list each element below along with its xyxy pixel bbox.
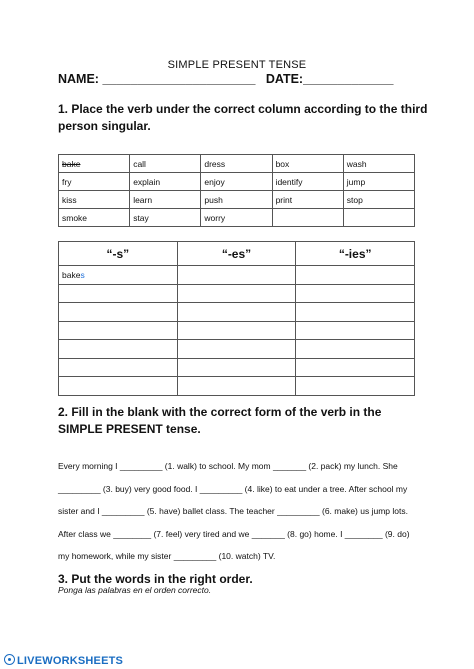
section-1-heading: 1. Place the verb under the correct column according to the third person singular. — [58, 102, 428, 133]
verb-cell: box — [272, 155, 343, 173]
answer-cell[interactable] — [296, 284, 415, 303]
verb-cell: fry — [59, 173, 130, 191]
verb-cell: wash — [343, 155, 414, 173]
verb-cell: smoke — [59, 209, 130, 227]
table-row — [59, 173, 415, 191]
date-label: DATE: — [265, 72, 304, 86]
section-3-heading: 3. Put the words in the right order. — [58, 572, 253, 586]
answer-cell[interactable] — [177, 303, 296, 322]
sorting-table — [58, 241, 415, 396]
name-label: NAME: — [58, 72, 99, 86]
answer-cell[interactable] — [59, 321, 178, 340]
answer-cell[interactable] — [296, 266, 415, 285]
table-row — [59, 284, 415, 303]
column-header-ies: “-ies” — [296, 242, 415, 266]
table-row — [59, 191, 415, 209]
section-3-subtitle: Ponga las palabras en el orden correcto. — [58, 585, 212, 595]
answer-cell[interactable] — [296, 340, 415, 359]
verb-cell — [343, 209, 414, 227]
answer-cell[interactable] — [296, 303, 415, 322]
name-date-row — [58, 72, 393, 86]
table-row — [59, 209, 415, 227]
verb-cell: explain — [130, 173, 201, 191]
verb-cell: stay — [130, 209, 201, 227]
verb-cell: call — [130, 155, 201, 173]
answer-cell[interactable] — [59, 340, 178, 359]
verb-cell: learn — [130, 191, 201, 209]
verb-cell: kiss — [59, 191, 130, 209]
verb-cell: dress — [201, 155, 272, 173]
verb-cell: enjoy — [201, 173, 272, 191]
answer-cell[interactable] — [296, 321, 415, 340]
section-2-heading: 2. Fill in the blank with the correct form of the verb in the SIMPLE PRESENT tense. — [58, 405, 382, 436]
verb-cell: jump — [343, 173, 414, 191]
date-blank[interactable]: _____________ — [303, 72, 394, 86]
table-row — [59, 377, 415, 396]
answer-cell[interactable] — [177, 266, 296, 285]
liveworksheets-icon — [4, 654, 15, 665]
table-row — [59, 155, 415, 173]
brand-name: LIVEWORKSHEETS — [17, 655, 124, 667]
answer-cell[interactable] — [59, 284, 178, 303]
answer-cell[interactable] — [59, 377, 178, 396]
verb-cell: bake — [59, 155, 130, 173]
table-row — [59, 340, 415, 359]
fill-in-paragraph[interactable]: Every morning I _________ (1. walk) to school. My mom _______ (2. pack) my lunch. She _________ (3. buy) very good food. I _________ (4. like) to eat under a tree. After school my sister and I _________ (5. have) ballet class. The teacher _________ (6. make) us jump lots. After class we ________ (7. feel) very tired and we _______ (8. go) home. I ________ (9. do) my homework, while my sister _________ (10. watch) TV. — [58, 461, 410, 561]
answer-cell[interactable] — [296, 377, 415, 396]
table-row — [59, 303, 415, 322]
answer-cell[interactable] — [59, 266, 178, 285]
verb-cell: identify — [272, 173, 343, 191]
answer-cell[interactable] — [177, 321, 296, 340]
worksheet-title: SIMPLE PRESENT TENSE — [167, 59, 307, 71]
liveworksheets-logo[interactable] — [4, 654, 123, 667]
table-row — [59, 321, 415, 340]
answer-cell[interactable] — [177, 377, 296, 396]
answer-cell[interactable] — [177, 284, 296, 303]
verb-cell: stop — [343, 191, 414, 209]
verb-cell: worry — [201, 209, 272, 227]
name-blank[interactable]: ______________________ — [102, 72, 256, 86]
example-stem: bake — [62, 269, 81, 280]
column-header-es: “-es” — [177, 242, 296, 266]
verb-cell: print — [272, 191, 343, 209]
column-header-s: “-s” — [59, 242, 178, 266]
verb-cell — [272, 209, 343, 227]
verb-table — [58, 154, 415, 227]
verb-cell: push — [201, 191, 272, 209]
answer-cell[interactable] — [296, 358, 415, 377]
answer-cell[interactable] — [59, 303, 178, 322]
table-row — [59, 266, 415, 285]
answer-cell[interactable] — [177, 340, 296, 359]
sorting-header-row — [59, 242, 415, 266]
answer-cell[interactable] — [177, 358, 296, 377]
table-row — [59, 358, 415, 377]
answer-cell[interactable] — [59, 358, 178, 377]
example-suffix: s — [80, 269, 85, 280]
